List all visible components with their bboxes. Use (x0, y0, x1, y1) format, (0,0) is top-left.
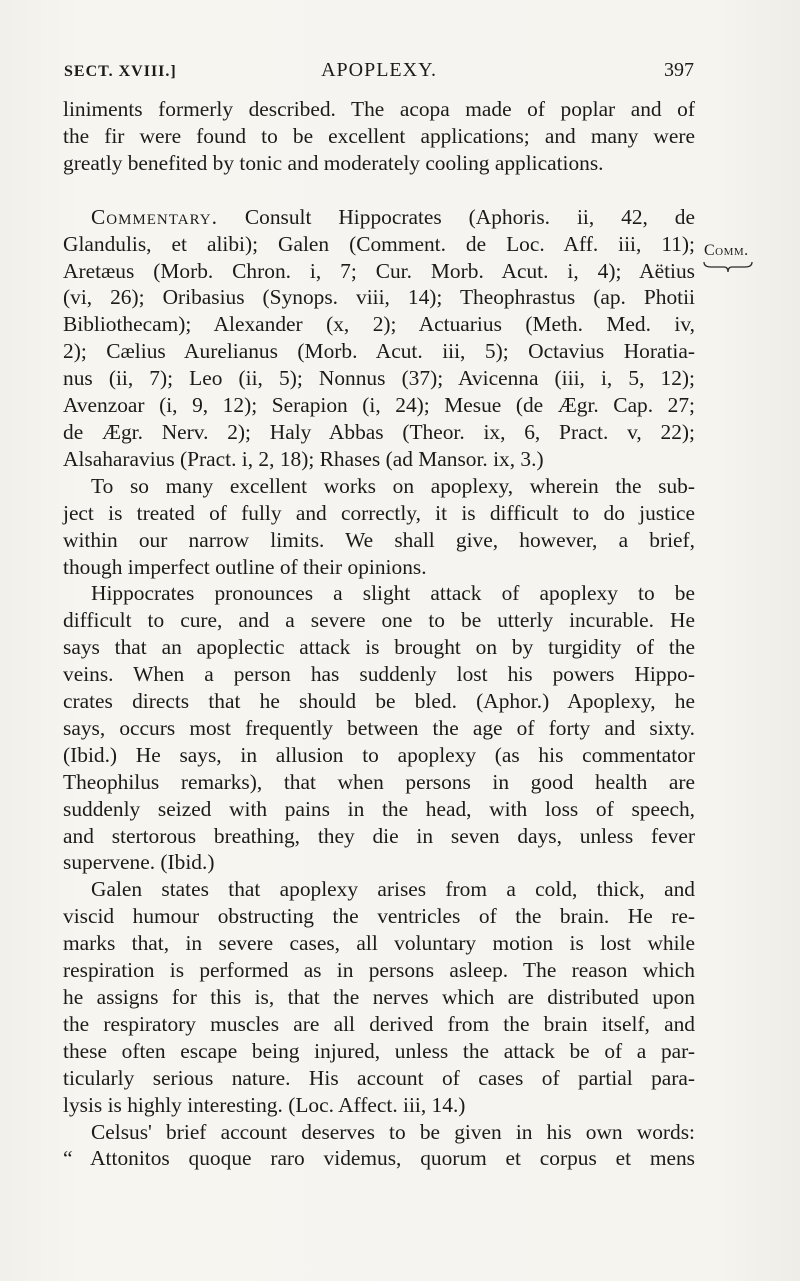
text-line: 2); Cælius Aurelianus (Morb. Acut. iii, 5); Octavius Horatia- (63, 339, 695, 364)
text-line: de Ægr. Nerv. 2); Haly Abbas (Theor. ix, 6, Pract. v, 22); (63, 419, 695, 444)
text-line: respiration is performed as in persons asleep. The reason which (63, 958, 695, 983)
page-title: APOPLEXY. (321, 59, 437, 81)
text-line: these often escape being injured, unless the attack be of a par- (63, 1038, 695, 1063)
paragraph (63, 1092, 695, 1119)
text-line: Hippocrates pronounces a slight attack of apoplexy to be (91, 581, 695, 606)
text-line: Avenzoar (i, 9, 12); Serapion (i, 24); Mesue (de Ægr. Cap. 27; (63, 393, 695, 418)
text-line: crates directs that he should be bled. (Aphor.) Apoplexy, he (63, 689, 695, 714)
text-line: Bibliothecam); Alexander (x, 2); Actuarius (Meth. Med. iv, (63, 312, 695, 337)
text-line: he assigns for this is, that the nerves which are distributed upon (63, 985, 695, 1009)
text-line: Galen states that apoplexy arises from a cold, thick, and (91, 877, 695, 902)
text-line: the fir were found to be excellent applications; and many were (63, 123, 695, 148)
section-label: SECT. XVIII.] (64, 63, 177, 80)
margin-brace-icon (703, 261, 753, 273)
text-line: suddenly seized with pains in the head, with loss of speech, (63, 796, 695, 821)
text-line: lysis is highly interesting. (Loc. Affect. iii, 14.) (63, 1092, 466, 1117)
paragraph (63, 473, 695, 554)
text-line: difficult to cure, and a severe one to be utterly incurable. He (63, 608, 695, 633)
text-line: ticularly serious nature. His account of cases of partial para- (63, 1065, 695, 1090)
text-line: Alsaharavius (Pract. i, 2, 18); Rhases (ad Mansor. ix, 3.) (63, 446, 544, 471)
text-line: Theophilus remarks), that when persons in good health are (63, 769, 695, 794)
text-line: viscid humour obstructing the ventricles of the brain. He re- (63, 904, 695, 929)
paragraph (63, 96, 695, 150)
text-line: the respiratory muscles are all derived from the brain itself, and (63, 1011, 695, 1036)
text-line: Celsus' brief account deserves to be given in his own words: (91, 1119, 695, 1144)
text-line: To so many excellent works on apoplexy, wherein the sub- (91, 473, 695, 498)
commentary-paragraph (63, 204, 695, 446)
text-line: ject is treated of fully and correctly, it is difficult to do justice (63, 500, 695, 525)
paragraph (63, 554, 695, 581)
paragraph (63, 150, 695, 177)
text-line: Glandulis, et alibi); Galen (Comment. de Loc. Aff. iii, 11); (63, 231, 695, 256)
paragraph (63, 580, 695, 849)
running-header (64, 57, 694, 87)
text-line: “ Attonitos quoque raro videmus, quorum et corpus et mens (63, 1146, 695, 1171)
text-line: Aretæus (Morb. Chron. i, 7; Cur. Morb. Acut. i, 4); Aëtius (63, 258, 695, 283)
paragraph (63, 446, 695, 473)
text-line: nus (ii, 7); Leo (ii, 5); Nonnus (37); Avicenna (iii, i, 5, 12); (63, 366, 695, 391)
text-line: Consult Hippocrates (Aphoris. ii, 42, de (244, 204, 695, 229)
text-line: says that an apoplectic attack is brought on by turgidity of the (63, 635, 695, 660)
margin-note: Comm. (704, 242, 749, 259)
text-line: (vi, 26); Oribasius (Synops. viii, 14); Theophrastus (ap. Photii (63, 285, 695, 310)
text-line: and stertorous breathing, they die in seven days, unless fever (63, 823, 695, 848)
paragraph (63, 1119, 695, 1173)
page-number: 397 (664, 59, 694, 81)
commentary-heading: Commentary. (91, 204, 218, 229)
text-line: (Ibid.) He says, in allusion to apoplexy (as his commentator (63, 742, 695, 767)
body-text (63, 96, 695, 1172)
text-line: liniments formerly described. The acopa made of poplar and of (63, 97, 695, 121)
text-line: says, occurs most frequently between the age of forty and sixty. (63, 715, 695, 740)
paragraph (63, 849, 695, 876)
text-line: supervene. (Ibid.) (63, 850, 215, 875)
paragraph (63, 876, 695, 1091)
text-line: within our narrow limits. We shall give, however, a brief, (63, 527, 695, 552)
text-line: veins. When a person has suddenly lost his powers Hippo- (63, 662, 695, 687)
text-line: marks that, in severe cases, all voluntary motion is lost while (63, 931, 695, 956)
text-line: greatly benefited by tonic and moderately cooling applications. (63, 150, 604, 175)
text-line: though imperfect outline of their opinions. (63, 554, 427, 579)
